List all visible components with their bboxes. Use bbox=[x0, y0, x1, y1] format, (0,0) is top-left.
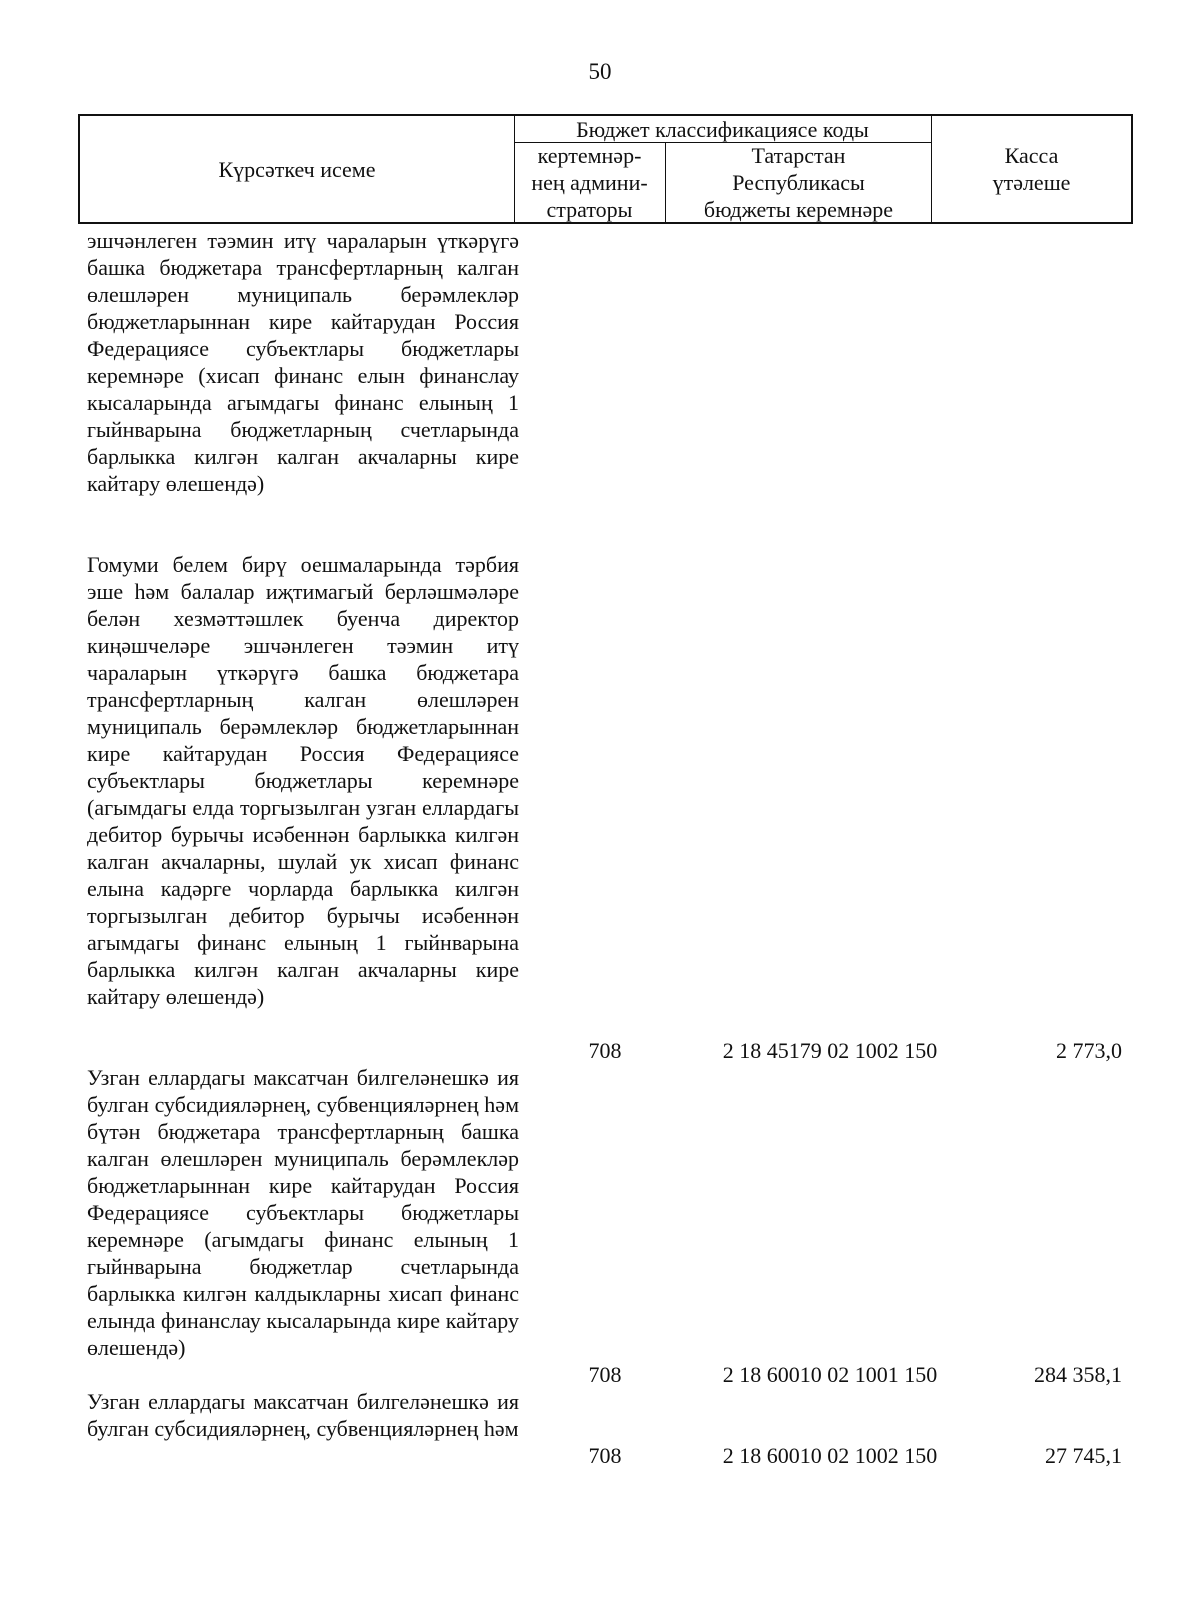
row-amount: 27 745,1 bbox=[1045, 1443, 1122, 1468]
table-row bbox=[87, 1064, 519, 1388]
table-row bbox=[87, 227, 519, 551]
row-admin-code: 708 bbox=[588, 1362, 622, 1387]
table-row bbox=[87, 1388, 519, 1469]
table-row bbox=[87, 551, 519, 1064]
row-description: эшчәнлеген тәэмин итү чараларын үткәрүгә башка бюджетара трансфертларның калган өлешләрен муниципаль берәмлекләр бюджетларыннан кире кайтарудан Россия Федерациясе субъектлары бюджетлары керемнәре (хисап финанс елын финанслау кысаларында агымдагы финанс елының 1 гыйнварына бюджетларның счетларында барлыкка килгән калган акчаларны кире кайтару өлешендә) bbox=[87, 228, 519, 496]
row-budget-code: 2 18 60010 02 1001 150 bbox=[722, 1362, 938, 1387]
header-budget-codes: Бюджет классификациясе коды bbox=[576, 116, 869, 142]
row-budget-code: 2 18 45179 02 1002 150 bbox=[722, 1038, 938, 1063]
header-revenue-codes: Татарстан Республикасы бюджеты керемнәре bbox=[703, 143, 894, 222]
row-amount: 2 773,0 bbox=[1056, 1038, 1122, 1063]
row-admin-code: 708 bbox=[588, 1038, 622, 1063]
header-cash-execution: Касса үтәлеше bbox=[992, 143, 1071, 195]
row-amount: 284 358,1 bbox=[1034, 1362, 1122, 1387]
header-indicator-name: Күрсәткеч исеме bbox=[218, 156, 376, 182]
row-description: Узган еллардагы максатчан билгеләнешкә ия булган субсидияләрнең, субвенцияләрнең һәм bbox=[87, 1389, 519, 1441]
row-budget-code: 2 18 60010 02 1002 150 bbox=[722, 1443, 938, 1468]
row-description: Гомуми белем бирү оешмаларында тәрбия эше һәм балалар иҗтимагый берләшмәләре белән хезмәттәшлек буенча директор киңәшчеләре эшчәнлеген тәэмин итү чараларын үткәрүгә башка бюджетара трансфертларның калган өлешләрен муниципаль берәмлекләр бюджетларыннан кире кайтарудан Россия Федерациясе субъектлары бюджетлары керемнәре (агымдагы елда торгызылган узган еллардагы дебитор бурычы исәбеннән барлыкка килгән калган акчаларны, шулай ук хисап финанс елына кадәрге чорларда барлыкка килгән торгызылган дебитор бурычы исәбеннән агымдагы финанс елының 1 гыйнварына барлыкка килгән калган акчаларны кире кайтару өлешендә) bbox=[87, 552, 519, 1009]
page-number: 50 bbox=[588, 59, 612, 84]
row-description: Узган еллардагы максатчан билгеләнешкә ия булган субсидияләрнең, субвенцияләрнең һәм бүтән бюджетара трансфертларның башка калган өлешләрен муниципаль берәмлекләр бюджетларыннан кире кайтарудан Россия Федерациясе субъектлары бюджетлары керемнәре (агымдагы финанс елының 1 гыйнварына бюджетлар счетларында барлыкка килгән калдыкларны хисап финанс елында финанслау кысаларында кире кайтару өлешендә) bbox=[87, 1065, 519, 1360]
header-administrators: кертемнәр- нең админи- страторы bbox=[531, 143, 648, 222]
row-admin-code: 708 bbox=[588, 1443, 622, 1468]
table-header bbox=[78, 114, 1133, 224]
